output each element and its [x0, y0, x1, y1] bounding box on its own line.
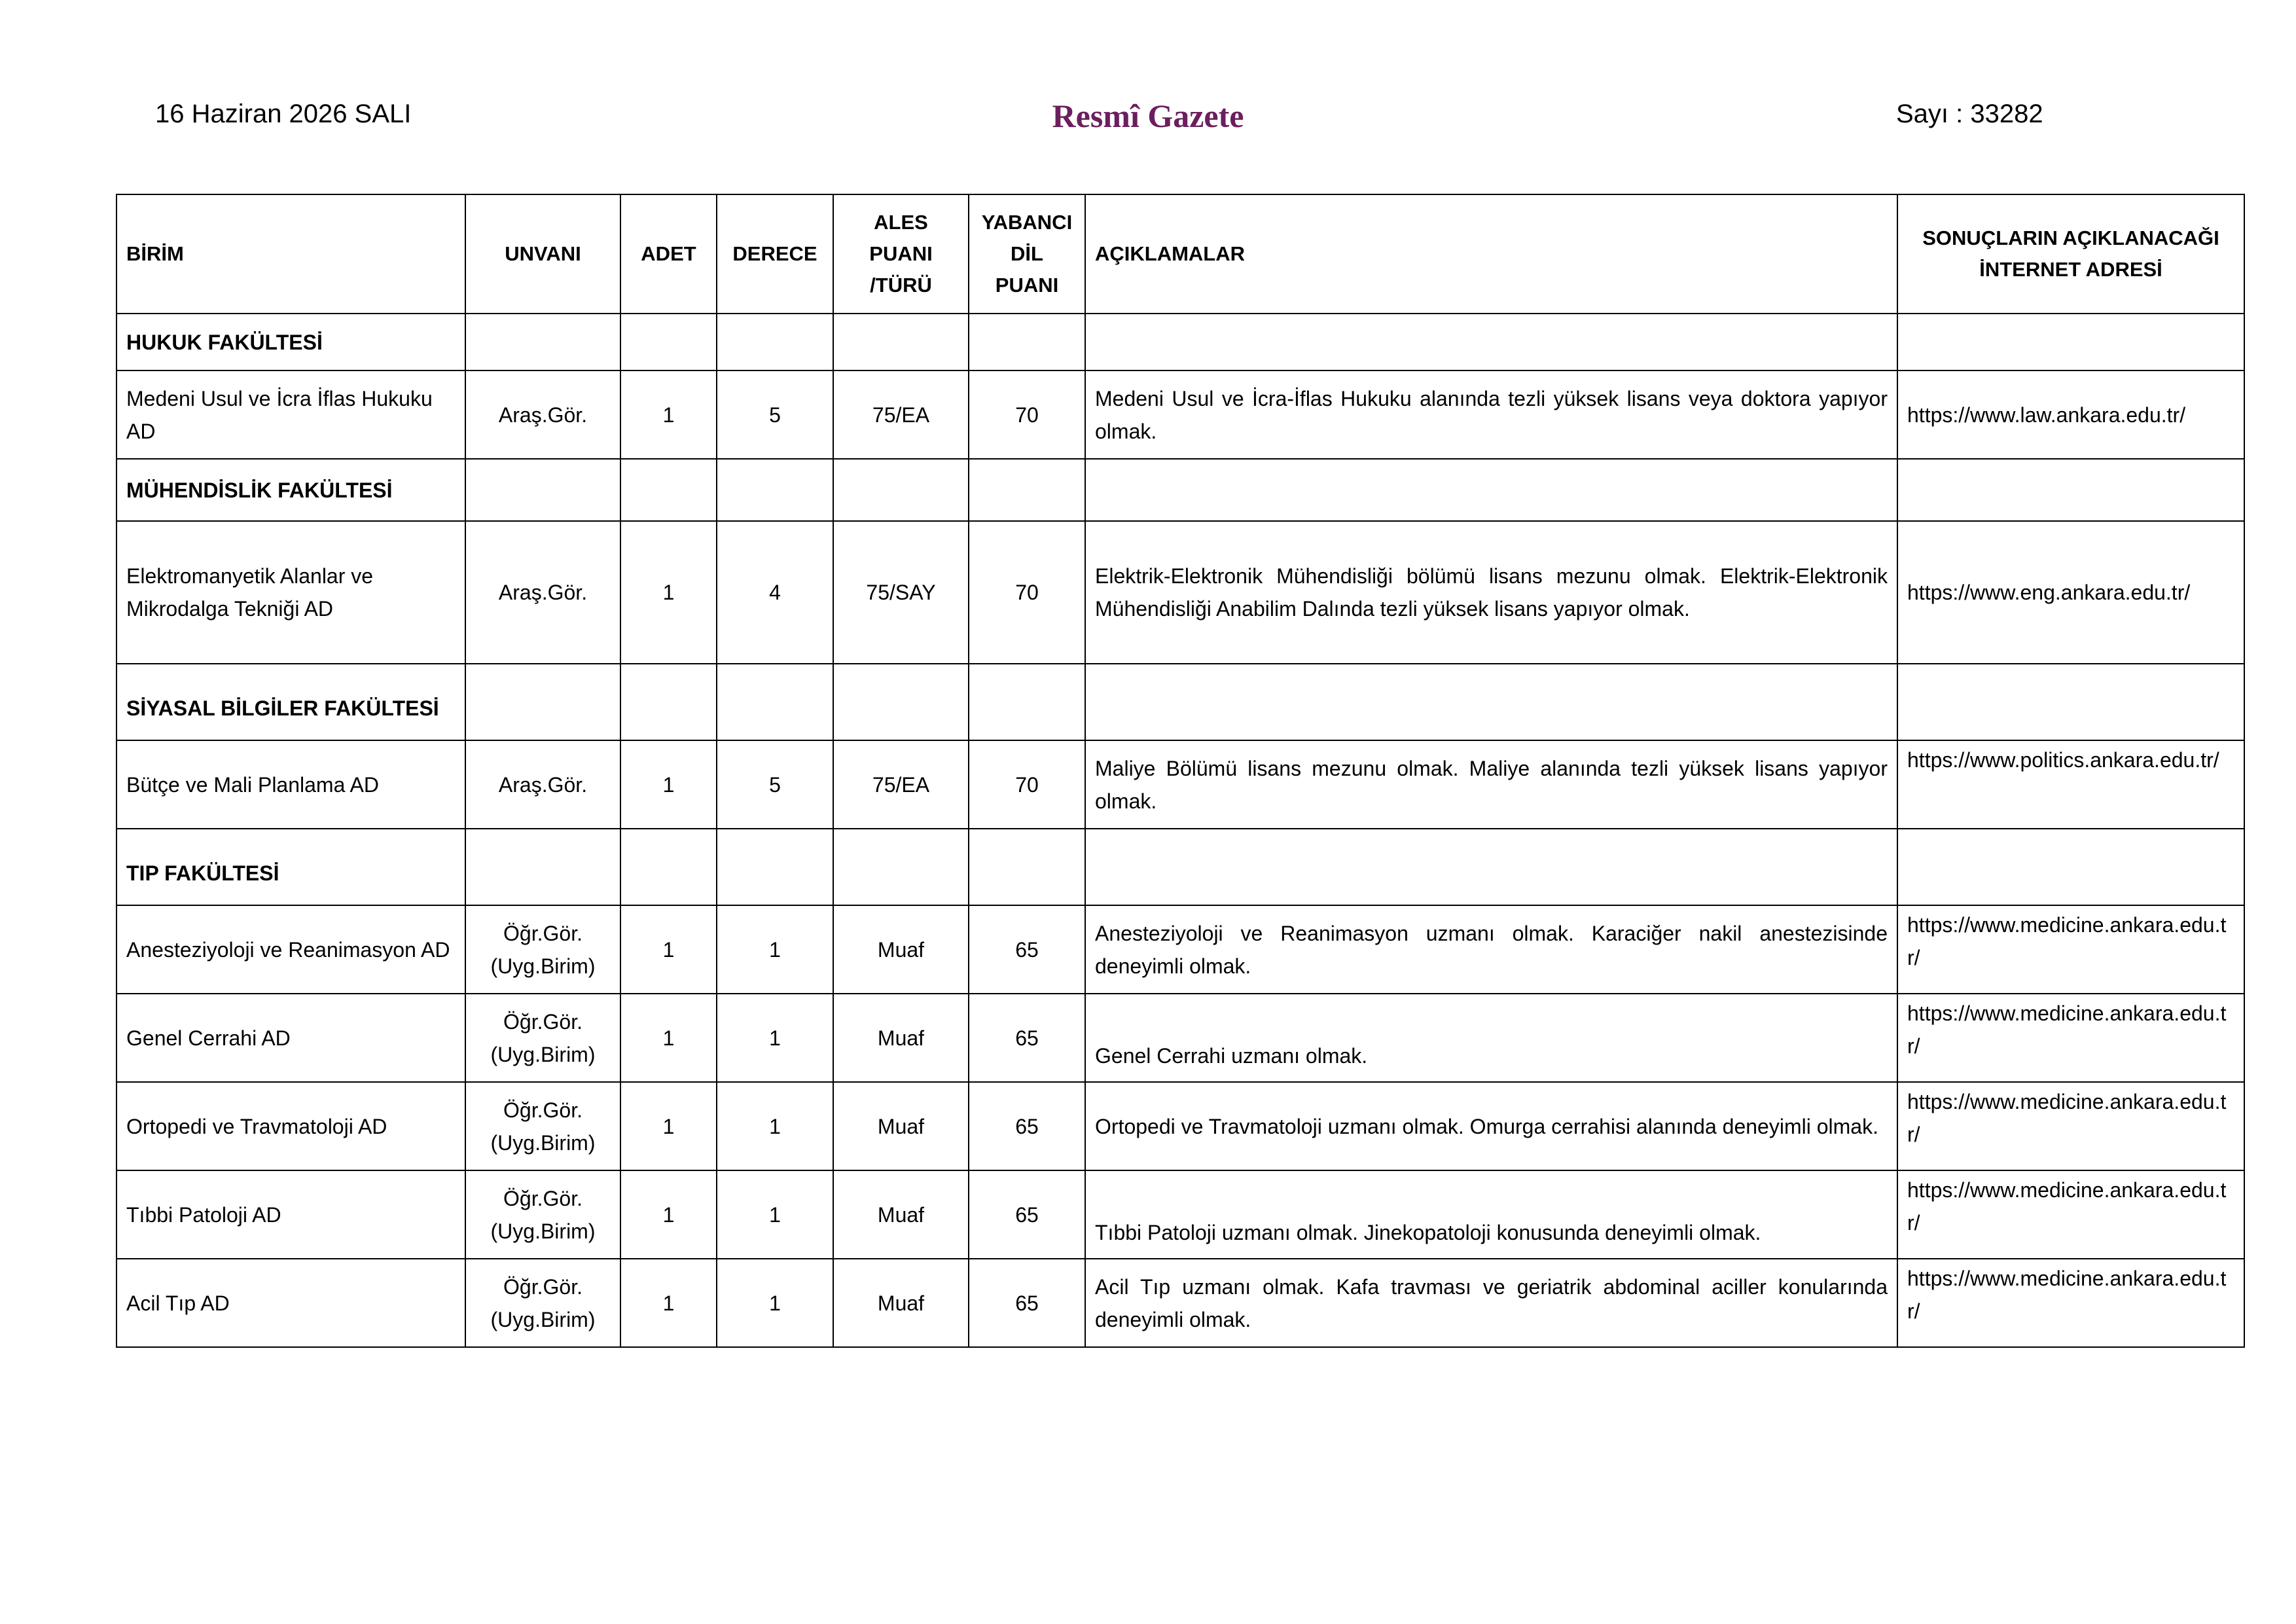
table-row — [117, 1082, 2244, 1170]
derece-cell: 5 — [717, 370, 833, 459]
dil-puani-cell: 65 — [969, 994, 1085, 1082]
ales-cell: 75/SAY — [833, 521, 969, 664]
dil-puani-cell: 70 — [969, 740, 1085, 829]
gazette-issue-number: Sayı : 33282 — [1896, 99, 2043, 128]
faculty-row — [117, 664, 2244, 740]
column-header-derece: DERECE — [717, 194, 833, 314]
aciklama-cell: Genel Cerrahi uzmanı olmak. — [1085, 994, 1897, 1082]
gazette-date: 16 Haziran 2026 SALI — [155, 99, 412, 128]
column-header-dil-line: YABANCI — [981, 211, 1073, 234]
table-row — [117, 740, 2244, 829]
unvani-cell — [465, 370, 620, 459]
ales-cell: Muaf — [833, 994, 969, 1082]
unvani-title: Öğr.Gör. — [503, 1098, 583, 1122]
internet-address-link[interactable]: https://www.politics.ankara.edu.tr/ — [1897, 740, 2244, 829]
column-header-internet-line: İNTERNET ADRESİ — [1979, 258, 2162, 281]
unvani-unit: (Uyg.Birim) — [490, 1219, 596, 1243]
aciklama-cell: Acil Tıp uzmanı olmak. Kafa travması ve geriatrik abdominal aciller konularında deneyimli olmak. — [1085, 1259, 1897, 1347]
column-header-dil-line: DİL — [1011, 242, 1043, 265]
birim-cell: Anesteziyoloji ve Reanimasyon AD — [117, 905, 465, 994]
unvani-unit: (Uyg.Birim) — [490, 1130, 596, 1155]
faculty-row — [117, 459, 2244, 521]
column-header-internet-line: SONUÇLARIN AÇIKLANACAĞI — [1922, 226, 2219, 249]
unvani-cell — [465, 905, 620, 994]
adet-cell: 1 — [620, 1082, 717, 1170]
birim-cell: Genel Cerrahi AD — [117, 994, 465, 1082]
derece-cell: 1 — [717, 994, 833, 1082]
table-row — [117, 994, 2244, 1082]
aciklama-cell: Tıbbi Patoloji uzmanı olmak. Jinekopatoloji konusunda deneyimli olmak. — [1085, 1170, 1897, 1259]
column-header-yabanci-dil — [969, 194, 1085, 314]
dil-puani-cell: 65 — [969, 1082, 1085, 1170]
unvani-title: Öğr.Gör. — [503, 1009, 583, 1034]
ales-cell: Muaf — [833, 1082, 969, 1170]
dil-puani-cell: 65 — [969, 1259, 1085, 1347]
ales-cell: 75/EA — [833, 370, 969, 459]
internet-address-link[interactable]: https://www.medicine.ankara.edu.tr/ — [1897, 1082, 2244, 1170]
internet-address-link[interactable]: https://www.medicine.ankara.edu.tr/ — [1897, 1170, 2244, 1259]
column-header-ales-line: PUANI — [869, 242, 933, 265]
column-header-ales — [833, 194, 969, 314]
birim-cell: Acil Tıp AD — [117, 1259, 465, 1347]
adet-cell: 1 — [620, 1170, 717, 1259]
derece-cell: 1 — [717, 1259, 833, 1347]
internet-address-link[interactable]: https://www.law.ankara.edu.tr/ — [1897, 370, 2244, 459]
unvani-title: Öğr.Gör. — [503, 1274, 583, 1299]
ales-cell: 75/EA — [833, 740, 969, 829]
unvani-title: Öğr.Gör. — [503, 921, 583, 945]
position-announcement-table — [116, 194, 2245, 1348]
gazette-title: Resmî Gazete — [1052, 98, 1244, 134]
unvani-unit: (Uyg.Birim) — [490, 1307, 596, 1331]
unvani-unit: (Uyg.Birim) — [490, 1042, 596, 1066]
internet-address-link[interactable]: https://www.medicine.ankara.edu.tr/ — [1897, 905, 2244, 994]
column-header-unvani: UNVANI — [465, 194, 620, 314]
derece-cell: 1 — [717, 1170, 833, 1259]
unvani-cell — [465, 994, 620, 1082]
column-header-ales-line: ALES — [874, 211, 928, 234]
unvani-cell — [465, 1259, 620, 1347]
adet-cell: 1 — [620, 521, 717, 664]
ales-cell: Muaf — [833, 1170, 969, 1259]
aciklama-cell: Maliye Bölümü lisans mezunu olmak. Maliye alanında tezli yüksek lisans yapıyor olmak. — [1085, 740, 1897, 829]
dil-puani-cell: 70 — [969, 521, 1085, 664]
derece-cell: 1 — [717, 905, 833, 994]
column-header-adet: ADET — [620, 194, 717, 314]
column-header-ales-line: /TÜRÜ — [870, 274, 932, 297]
unvani-cell — [465, 521, 620, 664]
unvani-cell — [465, 1170, 620, 1259]
faculty-name: TIP FAKÜLTESİ — [117, 829, 465, 905]
table-header-row — [117, 194, 2244, 314]
birim-cell: Ortopedi ve Travmatoloji AD — [117, 1082, 465, 1170]
birim-cell: Tıbbi Patoloji AD — [117, 1170, 465, 1259]
derece-cell: 4 — [717, 521, 833, 664]
derece-cell: 5 — [717, 740, 833, 829]
derece-cell: 1 — [717, 1082, 833, 1170]
adet-cell: 1 — [620, 905, 717, 994]
unvani-title: Araş.Gör. — [498, 581, 588, 604]
internet-address-link[interactable]: https://www.medicine.ankara.edu.tr/ — [1897, 994, 2244, 1082]
table-row — [117, 905, 2244, 994]
adet-cell: 1 — [620, 994, 717, 1082]
aciklama-cell: Anesteziyoloji ve Reanimasyon uzmanı olmak. Karaciğer nakil anestezisinde deneyimli olmak. — [1085, 905, 1897, 994]
column-header-dil-line: PUANI — [995, 274, 1059, 297]
adet-cell: 1 — [620, 370, 717, 459]
table-row — [117, 1259, 2244, 1347]
aciklama-cell: Elektrik-Elektronik Mühendisliği bölümü lisans mezunu olmak. Elektrik-Elektronik Mühendisliği Anabilim Dalında tezli yüksek lisans yapıyor olmak. — [1085, 521, 1897, 664]
adet-cell: 1 — [620, 1259, 717, 1347]
birim-cell: Bütçe ve Mali Planlama AD — [117, 740, 465, 829]
unvani-unit: (Uyg.Birim) — [490, 954, 596, 978]
faculty-name: SİYASAL BİLGİLER FAKÜLTESİ — [117, 664, 465, 740]
adet-cell: 1 — [620, 740, 717, 829]
column-header-birim: BİRİM — [117, 194, 465, 314]
dil-puani-cell: 65 — [969, 905, 1085, 994]
unvani-cell — [465, 1082, 620, 1170]
column-header-internet-adresi — [1897, 194, 2244, 314]
table-row — [117, 370, 2244, 459]
dil-puani-cell: 70 — [969, 370, 1085, 459]
unvani-title: Araş.Gör. — [498, 772, 588, 797]
unvani-title: Araş.Gör. — [498, 403, 588, 427]
ales-cell: Muaf — [833, 905, 969, 994]
birim-cell: Elektromanyetik Alanlar ve Mikrodalga Tekniği AD — [117, 521, 465, 664]
ales-cell: Muaf — [833, 1259, 969, 1347]
aciklama-cell: Medeni Usul ve İcra-İflas Hukuku alanında tezli yüksek lisans veya doktora yapıyor olmak. — [1085, 370, 1897, 459]
column-header-aciklamalar: AÇIKLAMALAR — [1085, 194, 1897, 314]
faculty-name: HUKUK FAKÜLTESİ — [117, 314, 465, 370]
birim-cell: Medeni Usul ve İcra İflas Hukuku AD — [117, 370, 465, 459]
faculty-row — [117, 829, 2244, 905]
faculty-row — [117, 314, 2244, 370]
unvani-title: Öğr.Gör. — [503, 1186, 583, 1210]
dil-puani-cell: 65 — [969, 1170, 1085, 1259]
internet-address-link[interactable]: https://www.eng.ankara.edu.tr/ — [1897, 521, 2244, 664]
table-row — [117, 1170, 2244, 1259]
unvani-cell — [465, 740, 620, 829]
faculty-name: MÜHENDİSLİK FAKÜLTESİ — [117, 459, 465, 521]
internet-address-link[interactable]: https://www.medicine.ankara.edu.tr/ — [1897, 1259, 2244, 1347]
table-row — [117, 521, 2244, 664]
aciklama-cell: Ortopedi ve Travmatoloji uzmanı olmak. Omurga cerrahisi alanında deneyimli olmak. — [1085, 1082, 1897, 1170]
